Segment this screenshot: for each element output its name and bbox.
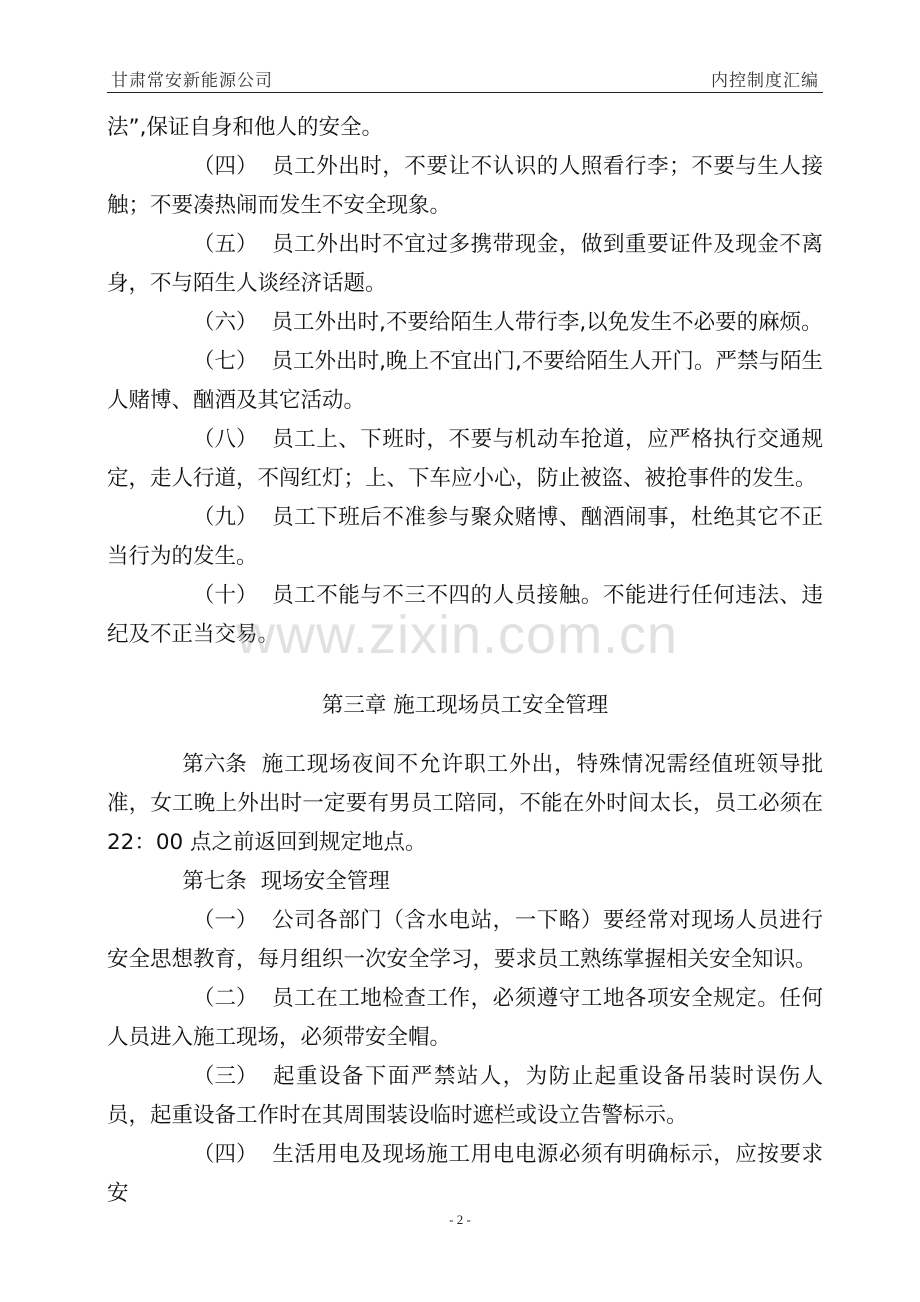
list-item	[107, 498, 823, 576]
item-text: 员工外出时,晚上不宜出门,不要给陌生人开门。严禁与陌生人赌博、酗酒及其它活动。	[107, 349, 823, 413]
item-text: 员工外出时,不要给陌生人带行李,以免发生不必要的麻烦。	[271, 310, 823, 335]
article-text: 施工现场夜间不允许职工外出，特殊情况需经值班领导批准，女工晚上外出时一定要有男员工陪同，不能在外时间太长，员工必须在22：00 点之前返回到规定地点。	[107, 752, 823, 855]
item-number: （四）	[193, 154, 258, 179]
continued-paragraph: 法”,保证自身和他人的安全。	[107, 115, 383, 140]
list-item	[107, 901, 823, 979]
item-number: （七）	[193, 349, 258, 374]
article-text: 现场安全管理	[260, 869, 390, 894]
item-number: （三）	[193, 1064, 258, 1089]
item-number: （五）	[193, 232, 258, 257]
article-6	[107, 745, 823, 862]
article-label: 第六条	[182, 752, 247, 777]
page-header	[107, 64, 823, 93]
item-text: 员工下班后不准参与聚众赌博、酗酒闹事，杜绝其它不正当行为的发生。	[107, 505, 823, 569]
item-number: （八）	[193, 427, 258, 452]
article-7	[107, 862, 823, 901]
item-text: 员工在工地检查工作，必须遵守工地各项安全规定。任何人员进入施工现场，必须带安全帽。	[107, 986, 823, 1050]
item-number: （六）	[193, 310, 258, 335]
item-number: （二）	[193, 986, 258, 1011]
list-item	[107, 147, 823, 225]
item-text: 生活用电及现场施工用电电源必须有明确标示，应按要求安	[107, 1142, 823, 1206]
item-number: （一）	[193, 908, 258, 933]
item-text: 员工上、下班时，不要与机动车抢道，应严格执行交通规定，走人行道，不闯红灯；上、下车应小心，防止被盗、被抢事件的发生。	[107, 427, 823, 491]
list-item	[107, 420, 823, 498]
item-number: （十）	[193, 583, 258, 608]
item-text: 员工外出时，不要让不认识的人照看行李；不要与生人接触；不要凑热闹而发生不安全现象。	[107, 154, 823, 218]
item-text: 公司各部门（含水电站，一下略）要经常对现场人员进行安全思想教育，每月组织一次安全学习，要求员工熟练掌握相关安全知识。	[107, 908, 823, 972]
page-number: - 2 -	[449, 1212, 471, 1227]
list-item	[107, 225, 823, 303]
list-item	[107, 303, 823, 342]
list-item	[107, 342, 823, 420]
item-number: （九）	[193, 505, 258, 530]
item-text: 起重设备下面严禁站人，为防止起重设备吊装时误伤人员，起重设备工作时在其周围装设临时遮栏或设立告警标示。	[107, 1064, 823, 1128]
chapter-heading: 第三章 施工现场员工安全管理	[321, 693, 609, 718]
list-item	[107, 1135, 823, 1213]
list-item	[107, 1057, 823, 1135]
item-number: （四）	[193, 1142, 258, 1167]
document-title: 内控制度汇编	[711, 71, 819, 91]
article-label: 第七条	[182, 869, 247, 894]
list-item	[107, 979, 823, 1057]
company-name: 甘肃常安新能源公司	[111, 71, 273, 91]
watermark: www.zixin.com.cn	[236, 605, 679, 665]
item-text: 员工不能与不三不四的人员接触。不能进行任何违法、违纪及不正当交易。	[107, 583, 823, 647]
item-text: 员工外出时不宜过多携带现金，做到重要证件及现金不离身，不与陌生人谈经济话题。	[107, 232, 823, 296]
